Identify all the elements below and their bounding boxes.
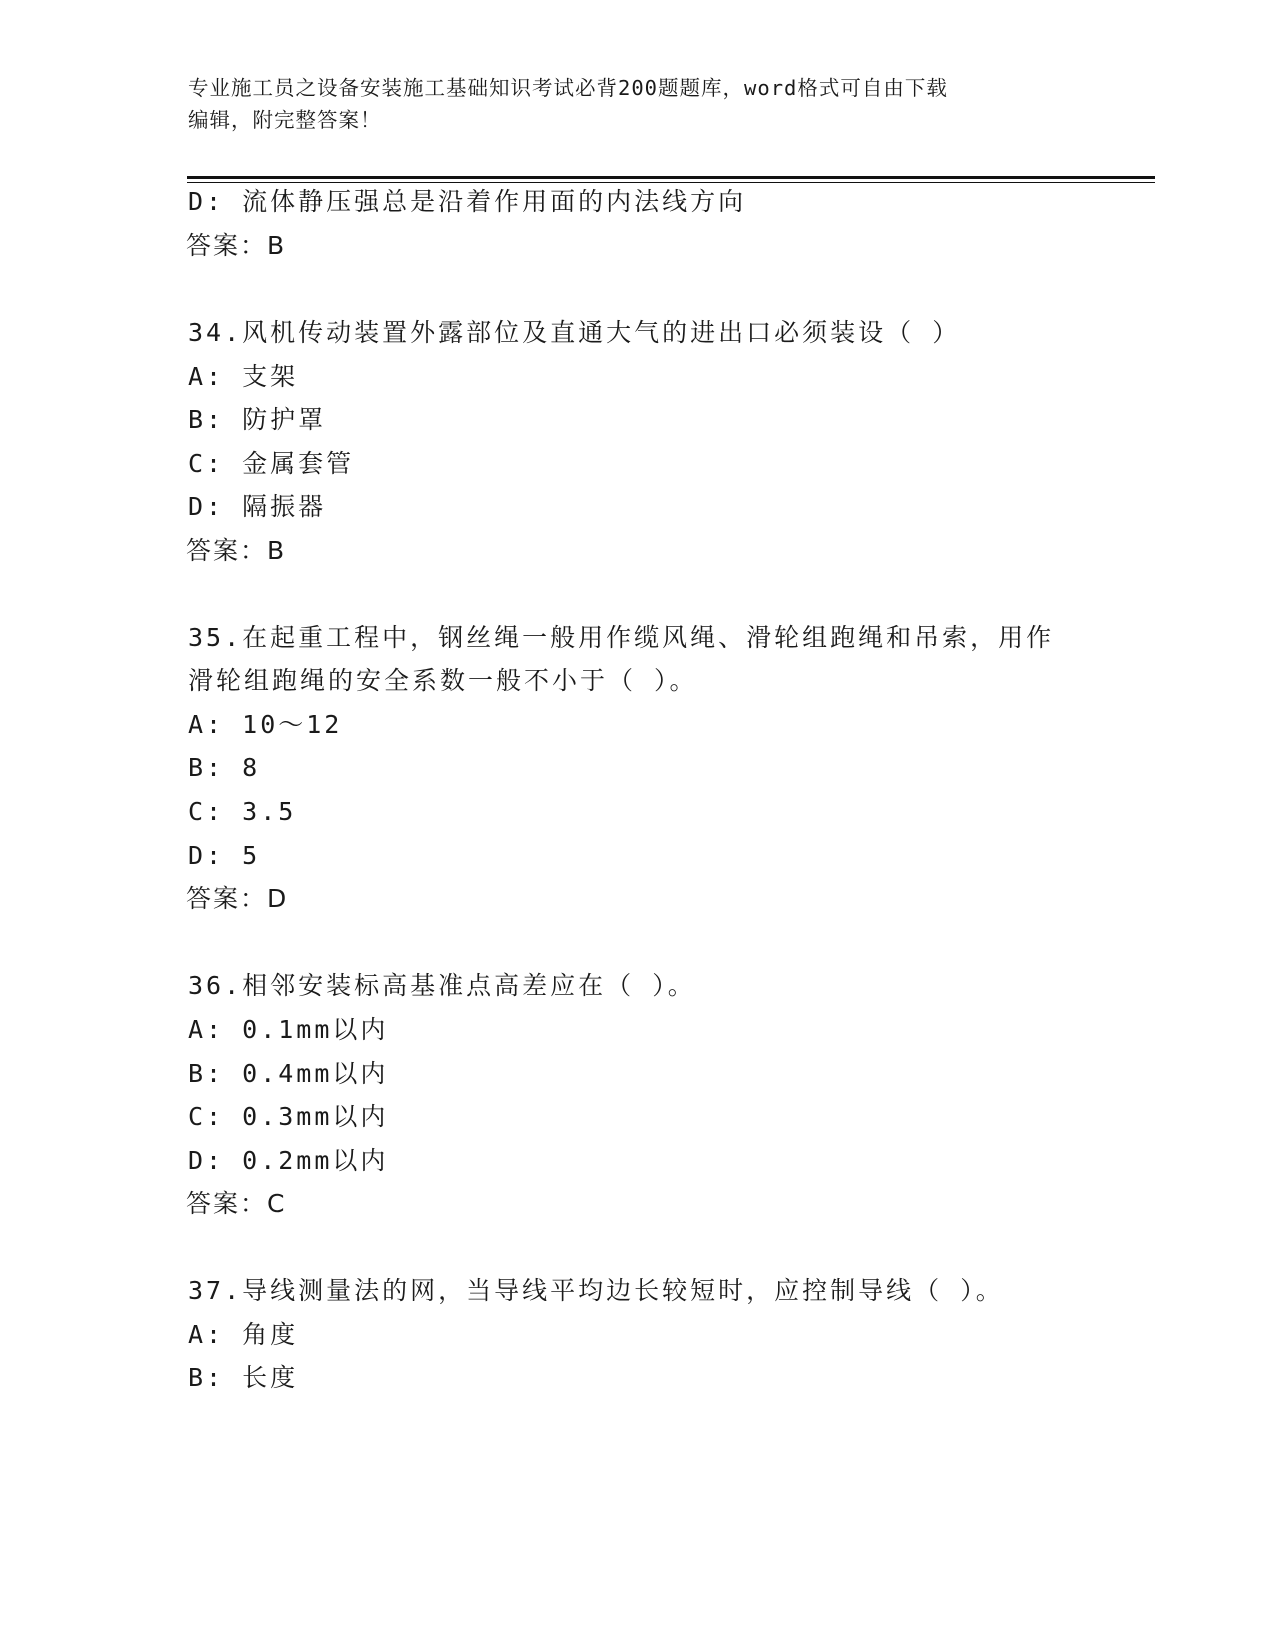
question-37-option-b: B: 长度 <box>188 1363 299 1392</box>
prev-question-option-d: D: 流体静压强总是沿着作用面的内法线方向 <box>188 187 747 216</box>
document-header <box>188 72 1068 136</box>
question-34-option-c: C: 金属套管 <box>188 449 355 478</box>
question-36-option-a: A: 0.1mm以内 <box>188 1015 389 1044</box>
question-37-stem: 37.导线测量法的网，当导线平均边长较短时，应控制导线（ ）。 <box>188 1276 1004 1305</box>
question-36-answer: 答案：C <box>186 1189 287 1218</box>
question-36-stem: 36.相邻安装标高基准点高差应在（ ）。 <box>188 971 696 1000</box>
question-35-option-c: C: 3.5 <box>188 797 297 826</box>
prev-question-answer: 答案：B <box>186 231 287 260</box>
question-34-answer: 答案：B <box>186 536 287 565</box>
question-34-option-a: A: 支架 <box>188 362 299 391</box>
question-35-option-d: D: 5 <box>188 841 261 870</box>
question-34-option-b: B: 防护罩 <box>188 405 327 434</box>
header-divider-thick <box>187 176 1155 179</box>
question-36-option-b: B: 0.4mm以内 <box>188 1059 389 1088</box>
question-37-option-a: A: 角度 <box>188 1320 299 1349</box>
question-35-stem-line-1: 35.在起重工程中，钢丝绳一般用作缆风绳、滑轮组跑绳和吊索，用作 <box>188 623 1055 652</box>
question-36-option-d: D: 0.2mm以内 <box>188 1146 389 1175</box>
question-35-answer: 答案：D <box>186 884 289 913</box>
header-title-line-2: 编辑，附完整答案！ <box>188 108 382 132</box>
question-36-option-c: C: 0.3mm以内 <box>188 1102 389 1131</box>
header-title-line-1: 专业施工员之设备安装施工基础知识考试必背200题题库，word格式可自由下载 <box>188 76 948 100</box>
header-divider-thin <box>187 182 1155 183</box>
question-35-option-b: B: 8 <box>188 753 261 782</box>
question-34-stem: 34.风机传动装置外露部位及直通大气的进出口必须装设（ ） <box>188 318 961 347</box>
question-34-option-d: D: 隔振器 <box>188 492 327 521</box>
question-35-stem-line-2: 滑轮组跑绳的安全系数一般不小于（ ）。 <box>188 666 698 695</box>
question-35-option-a: A: 10～12 <box>188 710 343 739</box>
